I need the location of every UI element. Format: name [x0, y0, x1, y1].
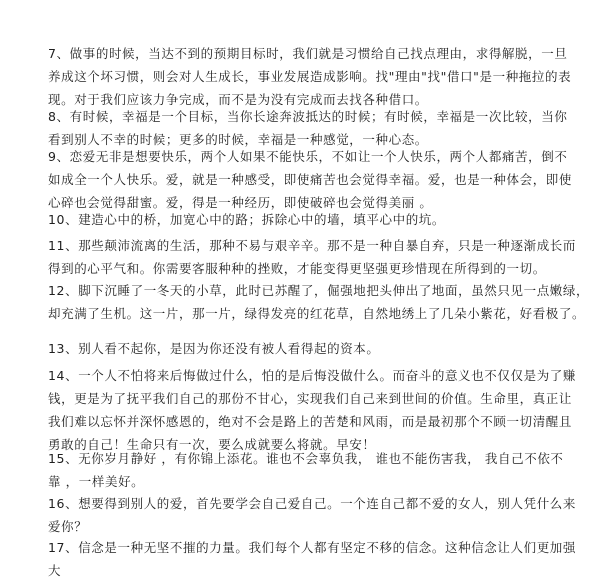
paragraph-line: 11、那些颠沛流离的生活，那种不易与艰辛辛。那不是一种自暴自弃，只是一种逐渐成长而 [48, 238, 577, 253]
paragraph-line: 7、做事的时候，当达不到的预期目标时，我们就是习惯给自己找点理由，求得解脱，一旦 [48, 46, 568, 61]
paragraph-line: 爱你？ [48, 519, 88, 534]
paragraph-line: 养成这个坏习惯，则会对人生成长，事业发展造成影响。找"理由"找"借口"是一种拖拉的表 [48, 69, 572, 84]
paragraph-line: 钱，更是为了抚平我们自己的那份不甘心，实现我们自己来到世间的价值。生命里，真正让 [48, 391, 573, 406]
paragraph-line: 看到别人不幸的时候；更多的时候，幸福是一种感觉，一种心态。 [48, 132, 428, 147]
paragraph-line: 靠 ，一样美好。 [48, 474, 145, 489]
paragraph-line: 勇敢的自己！生命只有一次，要么成就要么将就。早安！ [48, 437, 376, 452]
paragraph-line: 16、想要得到别人的爱，首先要学会自己爱自己。一个连自己都不爱的女人，别人凭什么来 [48, 496, 577, 511]
paragraph-line: 17、信念是一种无坚不摧的力量。我们每个人都有坚定不移的信念。这种信念让人们更加强 [48, 540, 577, 555]
paragraph-line: 8、有时候，幸福是一个目标，当你长途奔波抵达的时候；有时候，幸福是一次比较，当你 [48, 109, 568, 124]
paragraph-line: 得到的心平气和。你需要客服种种的挫败，才能变得更坚强更珍惜现在所得到的一切。 [48, 261, 546, 276]
paragraph-line: 9、恋爱无非是想要快乐，两个人如果不能快乐，不如让一个人快乐，两个人都痛苦，倒不 [48, 149, 568, 164]
paragraph-line: 14、一个人不怕将来后悔做过什么，怕的是后悔没做什么。而奋斗的意义也不仅仅是为了赚 [48, 368, 577, 383]
paragraph-line: 现。对于我们应该力争完成，而不是为没有完成而去找各种借口。 [48, 92, 428, 107]
paragraph-line: 我们难以忘怀并深怀感恩的，绝对不会是路上的苦楚和风雨，而是最初那个不顾一切清醒且 [48, 414, 573, 429]
paragraph-line: 10、建造心中的桥，加宽心中的路；拆除心中的墙，填平心中的坑。 [48, 212, 446, 227]
paragraph-line: 15、无你岁月静好 ，有你锦上添花。谁也不会辜负我， 谁也不能伤害我， 我自己不依不 [48, 451, 564, 466]
paragraph-line: 心碎也会觉得甜蜜。爱，得是一种经历，即使破碎也会觉得美丽 。 [48, 195, 433, 210]
paragraph-line: 13、别人看不起你，是因为你还没有被人看得起的资本。 [48, 341, 380, 356]
paragraph-line: 却充满了生机。这一片，那一片，绿得发亮的红花草，自然地绣上了几朵小紫花，好看极了。 [48, 306, 586, 321]
paragraph-line: 大 [48, 563, 62, 578]
paragraph-line: 如成全一个人快乐。爱，就是一种感受，即使痛苦也会觉得幸福。爱，也是一种体会，即使 [48, 172, 573, 187]
paragraph-line: 12、脚下沉睡了一冬天的小草，此时已苏醒了，倔强地把头伸出了地面，虽然只见一点嫩绿， [48, 283, 589, 298]
